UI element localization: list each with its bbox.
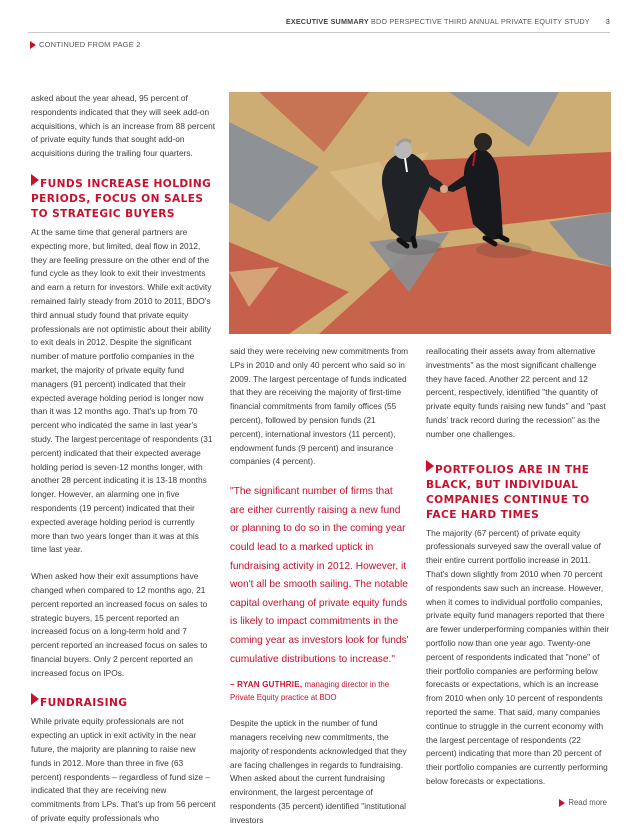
intro-paragraph: asked about the year ahead, 95 percent of respondents indicated that they will seek add-on acquisitions, which is an increase from 88 percent of private equity funds that sought add-on acquisitions during the trailing four quarters. — [31, 93, 216, 159]
read-more-label: Read more — [568, 798, 607, 807]
header-section: EXECUTIVE SUMMARY — [285, 17, 369, 26]
column-2 — [230, 345, 410, 826]
continued-label: CONTINUED FROM PAGE 2 — [39, 40, 141, 49]
red-triangle-icon — [30, 41, 36, 49]
handshake-photo-illustration — [229, 92, 611, 334]
holding-paragraph-2: When asked how their exit assumptions have changed when compared to 12 months ago, 21 percent reported an increased focus on sales to strategic buyers, 15 percent reported an increased focus on a long-term hold and 7 percent reported an increased focus on sales to financial buyers. Only 2 percent reported an increased focus on IPOs. — [31, 571, 208, 678]
quote-attribution-title: managing director in the Private Equity practice at BDO — [230, 680, 390, 702]
quote-attribution-name: – RYAN GUTHRIE, — [230, 680, 303, 690]
heading-fundraising-text: FUNDRAISING — [40, 697, 128, 710]
heading-holding-periods — [31, 174, 216, 222]
commitments-paragraph: said they were receiving new commitments from LPs in 2010 and only 40 percent who said so in 2009. The largest percentage of funds indicated that they are receiving the majority of first-time financial commitments from family offices (55 percent), followed by pension funds (21 percent), international investors (11 percent), endowment funds (9 percent) and insurance companies (4 percent). — [230, 346, 409, 467]
holding-paragraph-1: At the same time that general partners are expecting more, but limited, deal flow in 2012, they are feeling pressure on the other end of the fund cycle as they look to exit their investments and earn a return for investors. While exit activity remained fairly steady from 2010 to 2011, BDO's third annual study found that private equity professionals are not optimistic about their ability to exit deals in 2012. Despite the significant number of mature portfolio companies in the market, the majority of private equity fund managers (91 percent) indicated that their expected average holding period is longer now than it was 12 months ago. That's up from 70 percent who indicated the same in last year's study. The largest percentage of respondents (31 percent) indicated that their expected average holding period is seven-12 months longer, with another 28 percent indicating it is 13-18 months longer. However, an alarming one in five respondents (19 percent) indicated that their expected average holding period is currently more than two years longer than it was at this time last year. — [31, 226, 213, 555]
fundraising-paragraph-1: While private equity professionals are not expecting an uptick in exit activity in the near future, the majority are planning to raise new funds in 2012. More than three in five (63 percent) respondents – regardless of fund size – indicated that they are receiving new commitments from LPs. That's up from 56 percent of private equity professionals who — [31, 716, 216, 824]
handshake-photo — [229, 92, 611, 334]
heading-portfolios — [426, 460, 610, 523]
red-triangle-icon — [31, 174, 39, 186]
quote-attribution — [230, 679, 410, 704]
heading-fundraising — [31, 693, 216, 711]
challenges-paragraph: Despite the uptick in the number of fund managers receiving new commitments, the majority of respondents acknowledged that they are facing challenges in regards to fundraising. When asked about the current fundraising environment, the largest percentage of respondents (35 percent) identified "institutional investors — [230, 718, 407, 825]
header-publication: BDO PERSPECTIVE THIRD ANNUAL PRIVATE EQUITY STUDY — [371, 17, 590, 26]
portfolios-paragraph: The majority (67 percent) of private equity professionals surveyed saw the overall value of their entire current portfolio increase in 2011. That's down slightly from 2010 when 70 percent of respondents saw such an increase. However, when it comes to individual portfolio companies, private equity fund managers reported that there are fewer underperforming companies within their portfolio now than one year ago. Twenty-one percent of respondents indicated that "none" of their portfolio companies are performing below forecasts or expectations, which is an increase from 2010 when only 10 percent of respondents reported the same. That said, many companies continue to struggle in the current economy with the largest percentage of respondents (22 percent) indicating that more than 20 percent of their portfolio companies are currently performing below forecasts or expectations. — [426, 527, 610, 786]
read-more-link[interactable] — [559, 798, 607, 807]
header-rule — [28, 32, 610, 33]
continued-from-link[interactable] — [30, 40, 141, 49]
column-3 — [426, 345, 610, 789]
column-1 — [31, 92, 216, 826]
page-number: 3 — [605, 17, 610, 26]
red-triangle-icon — [31, 693, 39, 705]
pull-quote: "The significant number of firms that are either currently raising a new fund or planning to do so in the coming year could lead to a marked uptick in fundraising activity in 2012. However, it won't all be smooth sailing. The notable capital overhang of private equity funds is likely to impact commitments in the coming year as investors look for funds' cumulative distributions to increase." — [230, 486, 409, 665]
heading-holding-periods-text: FUNDS INCREASE HOLDING PERIODS, FOCUS ON SALES TO STRATEGIC BUYERS — [31, 177, 212, 220]
heading-portfolios-text: PORTFOLIOS ARE IN THE BLACK, BUT INDIVIDUAL COMPANIES CONTINUE TO FACE HARD TIMES — [426, 463, 590, 521]
red-triangle-icon — [559, 799, 565, 807]
red-triangle-icon — [426, 460, 434, 472]
reallocating-paragraph: reallocating their assets away from alternative investments" as the most significant challenge they have faced. Another 22 percent and 12 percent, respectively, identified "the quantity of private equity funds raising new funds" and "past funds' track record during the recession" as the number one challenges. — [426, 346, 606, 439]
running-header — [286, 17, 610, 26]
